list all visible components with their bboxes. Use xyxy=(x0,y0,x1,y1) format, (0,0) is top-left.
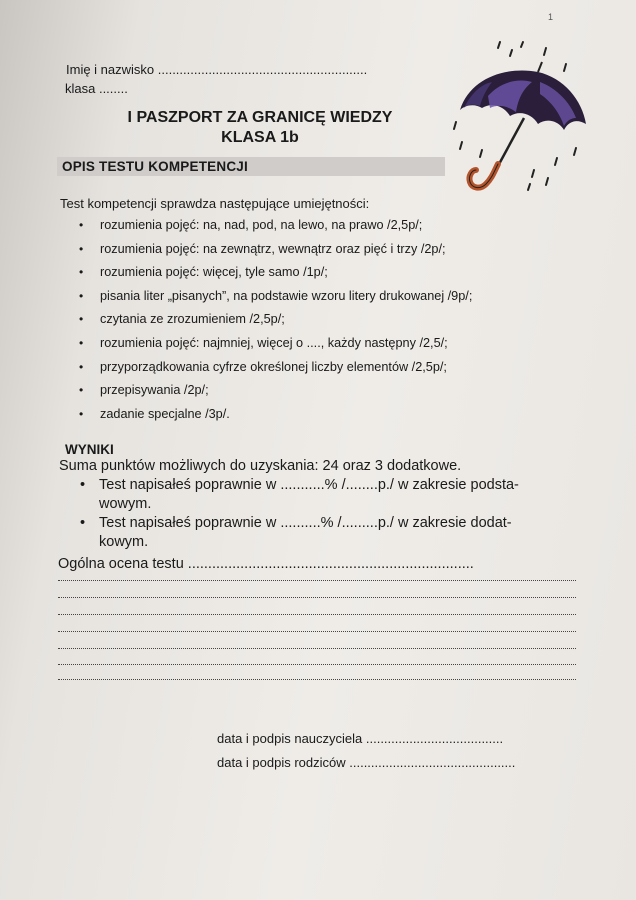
teacher-signature-field: data i podpis nauczyciela ...................................... xyxy=(217,731,504,746)
list-item: • zadanie specjalne /3p/. xyxy=(60,403,472,427)
page-number: 1 xyxy=(548,12,554,22)
dotted-line xyxy=(58,679,576,680)
list-item: • przyporządkowania cyfrze określonej liczby elementów /2,5p/; xyxy=(60,356,472,380)
result-extra-line1: Test napisałeś poprawnie w ..........% /.........p./ w zakresie dodat- xyxy=(99,515,512,531)
document-title: I PASZPORT ZA GRANICĘ WIEDZY xyxy=(127,109,393,126)
document-subtitle: KLASA 1b xyxy=(221,129,299,146)
overall-assessment-label: Ogólna ocena testu ....................................................................... xyxy=(58,556,474,572)
list-item: • pisania liter „pisanych”, na podstawie wzoru litery drukowanej /9p/; xyxy=(60,285,472,309)
dotted-line xyxy=(58,614,576,615)
dotted-line xyxy=(58,580,576,581)
points-summary: Suma punktów możliwych do uzyskania: 24 oraz 3 dodatkowe. xyxy=(59,458,462,474)
dotted-line xyxy=(58,597,576,598)
list-item: • czytania ze zrozumieniem /2,5p/; xyxy=(60,308,472,332)
section-intro: Test kompetencji sprawdza następujące umiejętności: xyxy=(60,196,370,211)
list-item: • przepisywania /2p/; xyxy=(60,379,472,403)
section-heading-bar xyxy=(57,157,445,176)
list-item: • rozumienia pojęć: najmniej, więcej o ...., każdy następny /2,5/; xyxy=(60,332,472,356)
list-item: • rozumienia pojęć: na, nad, pod, na lewo, na prawo /2,5p/; xyxy=(60,214,472,238)
list-item: • rozumienia pojęć: więcej, tyle samo /1p/; xyxy=(60,261,472,285)
dotted-line xyxy=(58,648,576,649)
section-heading: OPIS TESTU KOMPETENCJI xyxy=(62,159,248,174)
parent-signature-field: data i podpis rodziców .............................................. xyxy=(217,755,516,770)
list-item: • rozumienia pojęć: na zewnątrz, wewnątrz oraz pięć i trzy /2p/; xyxy=(60,238,472,262)
bullet-icon: • xyxy=(80,515,86,531)
result-extra-line2: kowym. xyxy=(99,534,149,550)
class-field: klasa ........ xyxy=(65,81,128,96)
dotted-line xyxy=(58,631,576,632)
skills-list xyxy=(60,214,472,426)
result-basic-line2: wowym. xyxy=(99,496,152,512)
umbrella-with-rain-icon xyxy=(448,38,588,196)
result-basic-line1: Test napisałeś poprawnie w ...........% /........p./ w zakresie podsta- xyxy=(99,477,519,493)
result-basic xyxy=(80,476,580,514)
bullet-icon: • xyxy=(80,477,86,493)
name-field: Imię i nazwisko .......................................................... xyxy=(66,62,368,77)
result-extra xyxy=(80,514,580,552)
dotted-line xyxy=(58,664,576,665)
results-heading: WYNIKI xyxy=(65,442,114,457)
